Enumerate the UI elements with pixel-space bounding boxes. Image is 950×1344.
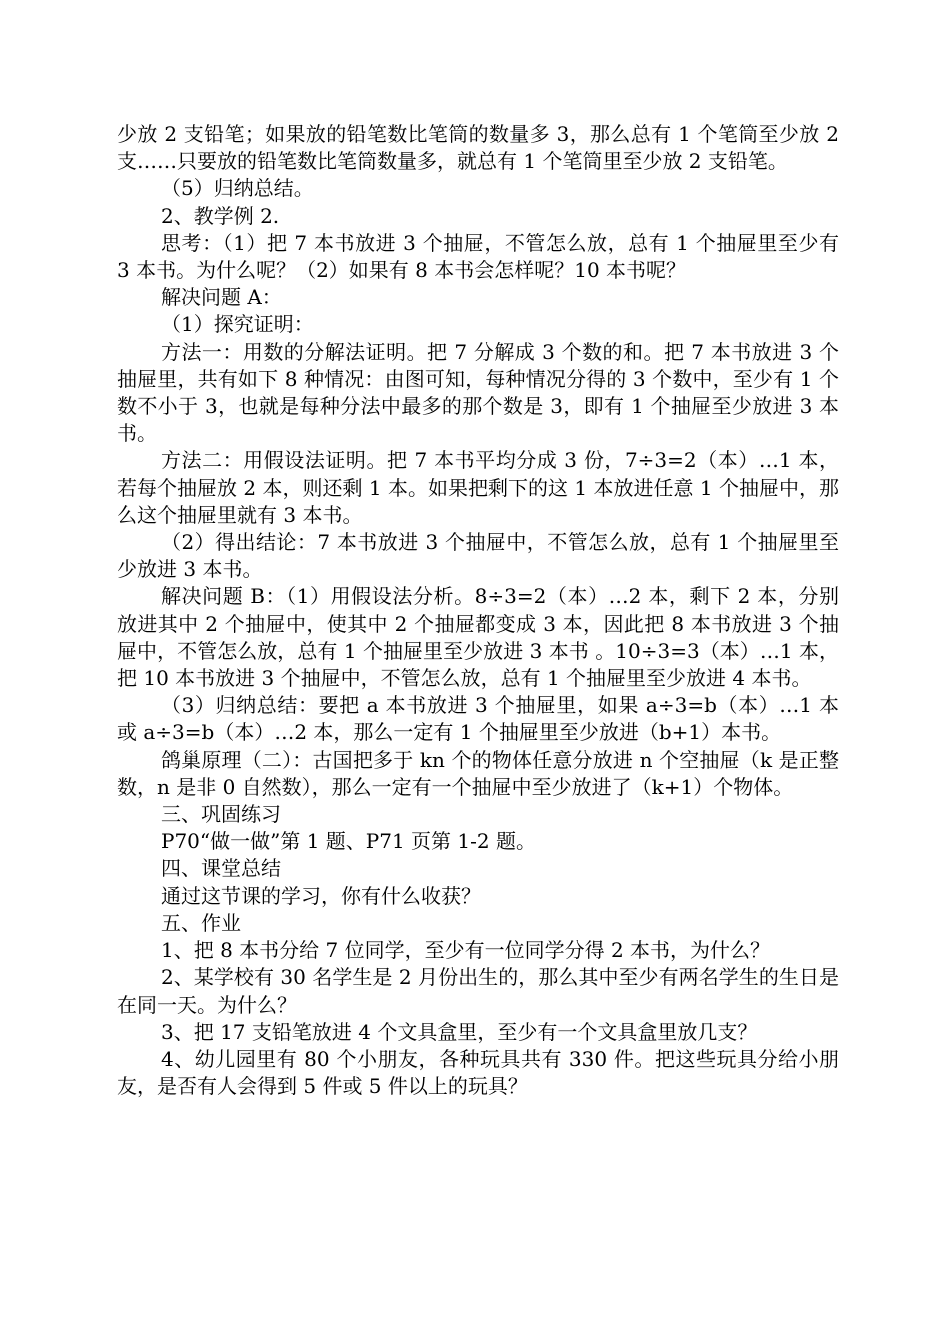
paragraph: 解决问题 B：（1）用假设法分析。8÷3=2（本）…2 本，剩下 2 本，分别放进其中 2 个抽屉中，使其中 2 个抽屉都变成 3 本，因此把 8 本书放进 3 个抽屉中，不管怎么放，总有 1 个抽屉里至少放进 3 本书 。10÷3=3（本）…1 本，把 10 本书放进 3 个抽屉中，不管怎么放，总有 1 个抽屉里至少放进 4 本书。 — [117, 584, 839, 691]
paragraph: 方法二：用假设法证明。把 7 本书平均分成 3 份，7÷3=2（本）…1 本，若每个抽屉放 2 本，则还剩 1 本。如果把剩下的这 1 本放进任意 1 个抽屉中，那么这个抽屉里就有 3 本书。 — [117, 448, 839, 527]
paragraph: 通过这节课的学习，你有什么收获？ — [161, 883, 481, 908]
section-heading: 三、巩固练习 — [161, 802, 281, 827]
paragraph: （3）归纳总结：要把 a 本书放进 3 个抽屉里，如果 a÷3=b（本）…1 本或 a÷3=b（本）…2 本，那么一定有 1 个抽屉里至少放进（b+1）本书。 — [117, 693, 839, 745]
paragraph: 解决问题 A： — [161, 285, 282, 310]
section-heading: 五、作业 — [161, 910, 241, 935]
paragraph: （1）探究证明： — [161, 312, 314, 337]
document-body — [117, 121, 839, 1100]
homework-item: 2、某学校有 30 名学生是 2 月份出生的，那么其中至少有两名学生的生日是在同一天。为什么？ — [117, 965, 839, 1017]
section-heading: 四、课堂总结 — [161, 856, 281, 881]
paragraph: 思考：（1）把 7 本书放进 3 个抽屉，不管怎么放，总有 1 个抽屉里至少有 3 本书。为什么呢？（2）如果有 8 本书会怎样呢？10 本书呢？ — [117, 230, 839, 283]
paragraph: 少放 2 支铅笔；如果放的铅笔数比笔筒的数量多 3，那么总有 1 个笔筒至少放 2 支……只要放的铅笔数比笔筒数量多，就总有 1 个笔筒里至少放 2 支铅笔。 — [117, 122, 839, 174]
paragraph: （5）归纳总结。 — [161, 176, 314, 201]
homework-item: 4、幼儿园里有 80 个小朋友，各种玩具共有 330 件。把这些玩具分给小朋友，是否有人会得到 5 件或 5 件以上的玩具？ — [117, 1046, 839, 1099]
paragraph: P70“做一做”第 1 题、P71 页第 1-2 题。 — [161, 829, 536, 854]
homework-item: 3、把 17 支铅笔放进 4 个文具盒里，至少有一个文具盒里放几支？ — [161, 1019, 758, 1044]
paragraph: 鸽巢原理（二）：古国把多于 kn 个的物体任意分放进 n 个空抽屉（k 是正整数，n 是非 0 自然数），那么一定有一个抽屉中至少放进了（k+1）个物体。 — [117, 747, 839, 799]
section-heading: 2、教学例 2. — [161, 203, 280, 228]
homework-item: 1、把 8 本书分给 7 位同学，至少有一位同学分得 2 本书，为什么？ — [161, 938, 771, 963]
paragraph: 方法一：用数的分解法证明。把 7 分解成 3 个数的和。把 7 本书放进 3 个抽屉里，共有如下 8 种情况：由图可知，每种情况分得的 3 个数中，至少有 1 个数不小于 3，也就是每种分法中最多的那个数是 3，即有 1 个抽屉至少放进 3 本书。 — [117, 339, 839, 446]
paragraph: （2）得出结论：7 本书放进 3 个抽屉中，不管怎么放，总有 1 个抽屉里至少放进 3 本书。 — [117, 530, 839, 582]
